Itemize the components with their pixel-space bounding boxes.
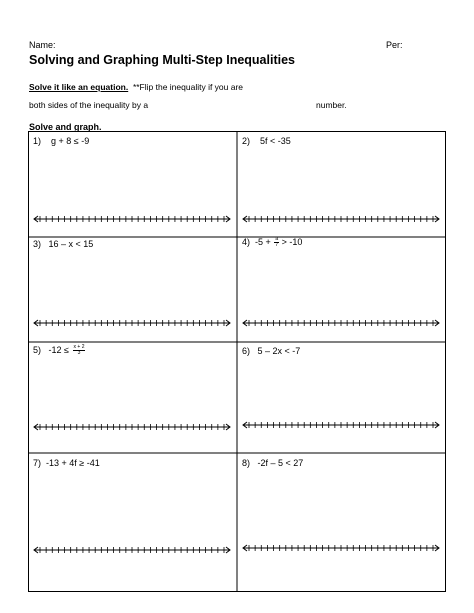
problem-number: 8)	[242, 458, 251, 468]
problem-number: 2)	[242, 136, 251, 146]
problem-number: 6)	[242, 346, 251, 356]
problem-7	[33, 458, 100, 468]
instruction-rule	[29, 82, 243, 92]
problem-number: 7)	[33, 458, 42, 468]
problem-expression: g + 8 ≤ -9	[51, 136, 90, 146]
problem-4	[242, 237, 302, 248]
instruction-rule-text: **Flip the inequality if you are	[132, 82, 244, 92]
number-line	[243, 216, 439, 222]
instruction-rule-line2: both sides of the inequality by a	[29, 100, 149, 110]
name-label: Name:	[29, 40, 56, 50]
problem-5	[33, 345, 85, 356]
problem-expression: -2f – 5 < 27	[257, 458, 304, 468]
fraction-denominator: 7	[275, 242, 279, 249]
problem-expression: 16 – x < 15	[48, 239, 94, 249]
number-line	[34, 547, 230, 553]
problem-number: 4)	[242, 237, 251, 247]
number-line	[34, 216, 230, 222]
number-line	[243, 545, 439, 551]
section-label: Solve and graph.	[29, 122, 102, 132]
problem-6	[242, 346, 300, 356]
worksheet-title: Solving and Graphing Multi-Step Inequalities	[29, 53, 295, 67]
problem-2	[242, 136, 291, 146]
number-line	[34, 320, 230, 326]
fraction-numerator: x + 2	[73, 344, 85, 351]
fraction-numerator: a	[275, 236, 279, 243]
problem-expression: 5f < -35	[260, 136, 291, 146]
problem-expression: 5 – 2x < -7	[257, 346, 301, 356]
problem-fraction	[73, 345, 86, 356]
fraction-denominator: 3	[77, 350, 81, 357]
problem-3	[33, 239, 93, 249]
instruction-rule-line2-tail: number.	[316, 100, 347, 110]
problem-grid	[28, 131, 446, 592]
period-label: Per:	[386, 40, 403, 50]
number-line	[34, 424, 230, 430]
problem-expression-before: -12 ≤	[48, 345, 69, 355]
problem-number: 5)	[33, 345, 42, 355]
problem-fraction	[274, 237, 279, 248]
instruction-rule-lead: Solve it like an equation.	[29, 82, 129, 92]
problem-number: 1)	[33, 136, 42, 146]
problem-8	[242, 458, 303, 468]
problem-expression-after: > -10	[281, 237, 303, 247]
problem-expression: -13 + 4f ≥ -41	[46, 458, 100, 468]
problem-expression-before: -5 +	[255, 237, 271, 247]
number-line	[243, 422, 439, 428]
problem-number: 3)	[33, 239, 42, 249]
problem-grid-lines	[28, 131, 446, 592]
problem-1	[33, 136, 89, 146]
number-line	[243, 320, 439, 326]
